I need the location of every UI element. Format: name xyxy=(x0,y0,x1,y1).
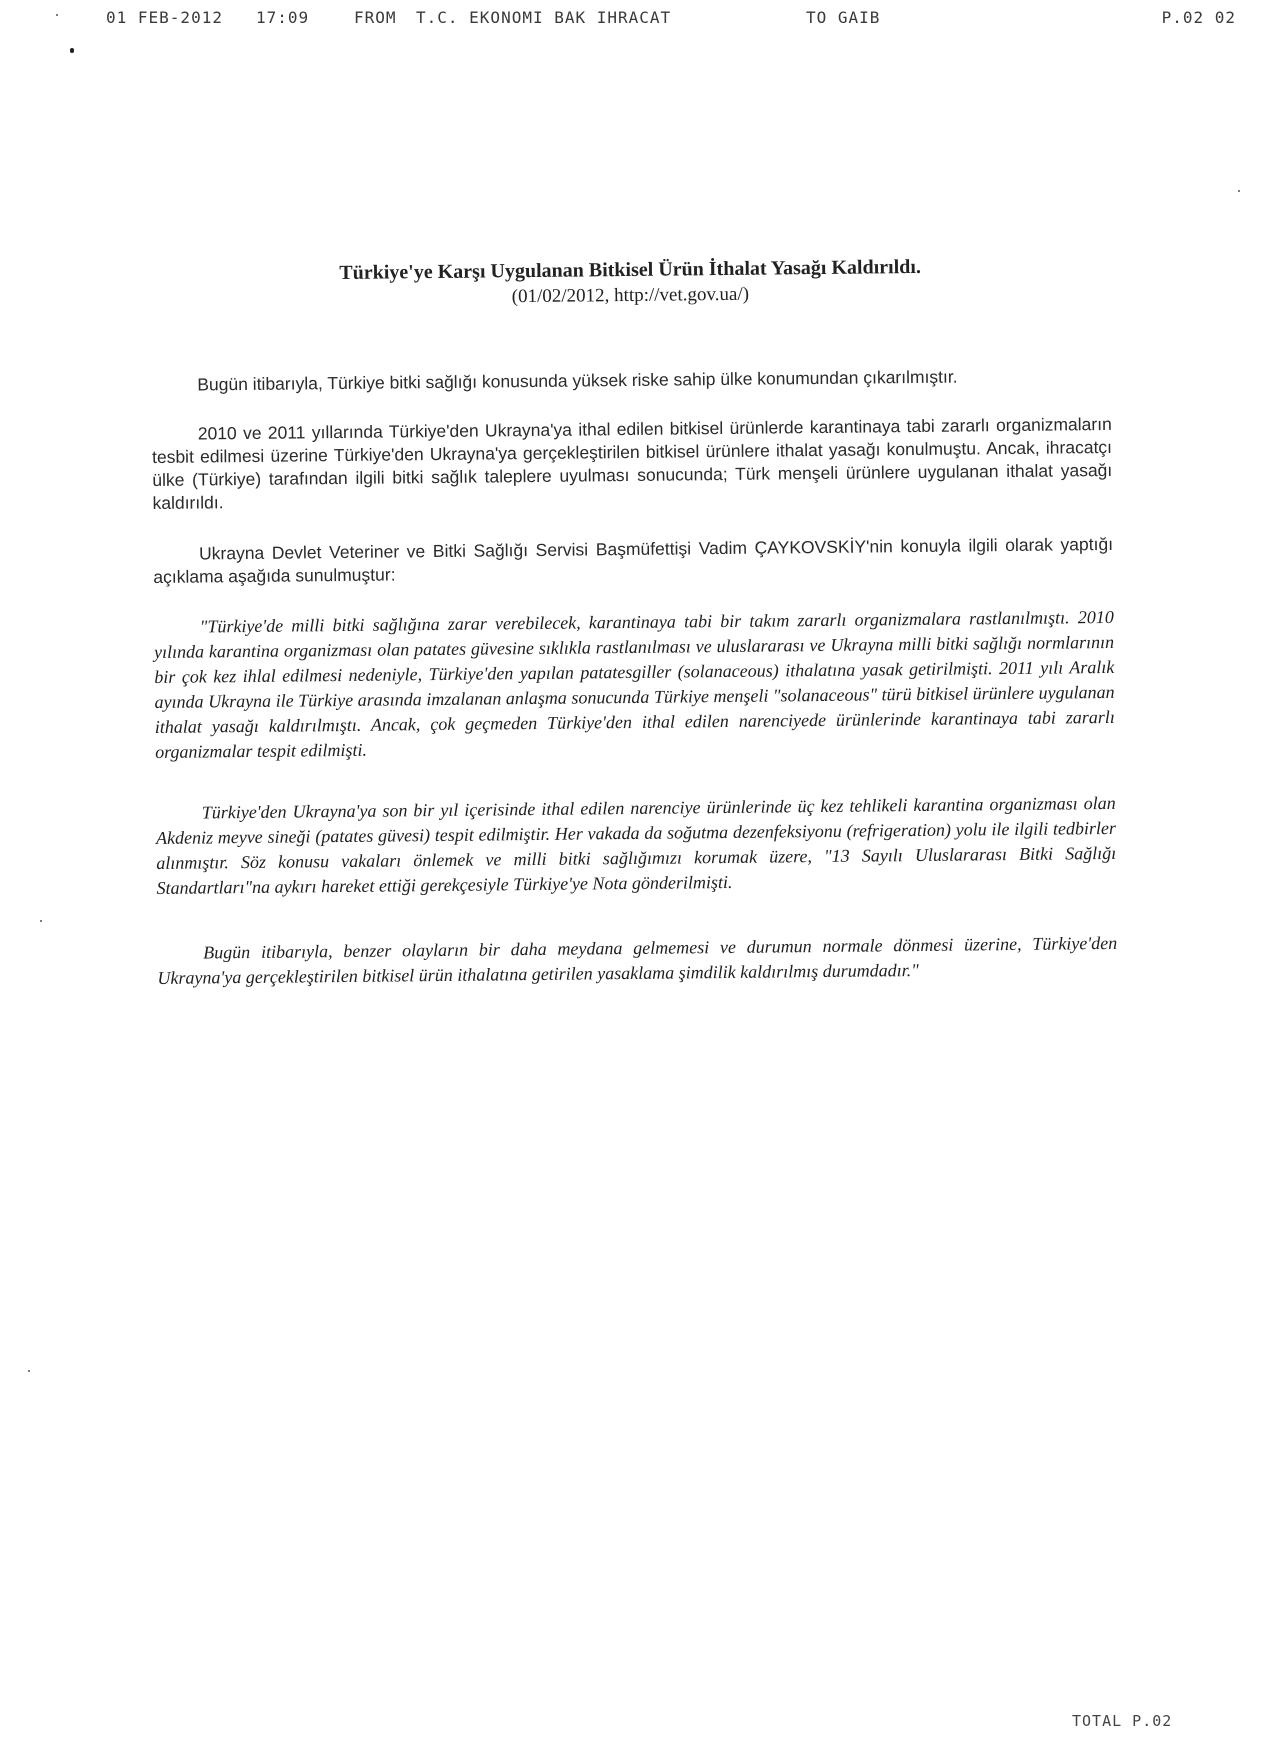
title-heading: Türkiye'ye Karşı Uygulanan Bitkisel Ürün İthalat Yasağı Kaldırıldı. xyxy=(339,255,921,285)
document-title xyxy=(150,252,1110,314)
fax-header xyxy=(106,6,1236,34)
quote-paragraph-1: "Türkiye'de milli bitki sağlığına zarar verebilecek, karantinaya tabi bir takım zararlı organizmalara rastlanılmıştı. 2010 yılında karantina organizması olan patates güvesine sıklıkla rastlanılması ve uluslararası ve Ukrayna milli bitki sağlığı normlarının bir çok kez ihlal edilmesi nedeniyle, Türkiye'den yapılan patatesgiller (solanaceous) ithalatına yasak getirilmişti. 2011 yılı Aralık ayında Ukrayna ile Türkiye arasında imzalanan anlaşma sonucunda Türkiye menşeli "solanaceous" türü bitkisel ürünlere uygulanan ithalat yasağı kaldırılmıştı. Ancak, çok geçmeden Türkiye'den ithal edilen narenciyede ürünlerinde karantinaya tabi zararlı organizmalar tespit edilmişti. xyxy=(153,606,1115,762)
fax-time: 17:09 xyxy=(256,8,310,27)
fax-sender: T.C. EKONOMI BAK IHRACAT xyxy=(416,8,672,27)
paragraph-2: 2010 ve 2011 yıllarında Türkiye'den Ukrayna'ya ithal edilen bitkisel ürünlerde karantinaya tabi zararlı organizmaların tesbit edilmesi üzerine Türkiye'den Ukrayna'ya gerçekleştirilen bitkisel ürünlere ithalat yasağı konulmuştu. Ancak, ihracatçı ülke (Türkiye) tarafından ilgili bitki sağlık taleplere uyulması sonucunda; Türk menşeli ürünlere uygulanan ithalat yasağı kaldırıldı. xyxy=(151,413,1113,513)
title-source: (01/02/2012, http://vet.gov.ua/) xyxy=(511,283,750,308)
fax-recipient: TO GAIB xyxy=(806,8,881,27)
fax-from-label: FROM xyxy=(354,8,397,27)
scan-speck xyxy=(1238,190,1240,192)
fax-page-number: P.02 02 xyxy=(1161,8,1236,27)
paragraph-3: Ukrayna Devlet Veteriner ve Bitki Sağlığı Servisi Başmüfettişi Vadim ÇAYKOVSKİY'nin konuyla ilgili olarak yaptığı açıklama aşağıda sunulmuştur: xyxy=(153,533,1114,587)
fax-date: 01 FEB-2012 xyxy=(106,8,223,27)
quote-paragraph-2: Türkiye'den Ukrayna'ya son bir yıl içerisinde ithal edilen narenciye ürünlerinde üç kez tehlikeli karantina organizması olan Akdeniz meyve sineği (patates güvesi) tespit edilmiştir. Her vakada da soğutma dezenfeksiyonu (refrigeration) yolu ile ilgili tedbirler alınmıştır. Söz konusu vakaları önlemek ve milli bitki sağlığımızı korumak üzere, "13 Sayılı Uluslararası Bitki Sağlığı Standartları"na aykırı hareket ettiği gerekçesiyle Türkiye'ye Nota gönderilmişti. xyxy=(155,792,1117,898)
scan-speck xyxy=(28,1370,30,1372)
scan-dot xyxy=(70,48,74,53)
paragraph-1: Bugün itibarıyla, Türkiye bitki sağlığı konusunda yüksek riske sahip ülke konumundan çıkarılmıştır. xyxy=(197,366,958,395)
scan-speck xyxy=(56,14,58,16)
scan-speck xyxy=(40,920,42,922)
fax-total-pages: TOTAL P.02 xyxy=(1072,1712,1173,1730)
document-body xyxy=(150,252,1118,991)
quote-paragraph-3: Bugün itibarıyla, benzer olayların bir daha meydana gelmemesi ve durumun normale dönmesi üzerine, Türkiye'den Ukrayna'ya gerçekleştirilen bitkisel ürün ithalatına getirilen yasaklama şimdilik kaldırılmış durumdadır." xyxy=(157,932,1118,988)
